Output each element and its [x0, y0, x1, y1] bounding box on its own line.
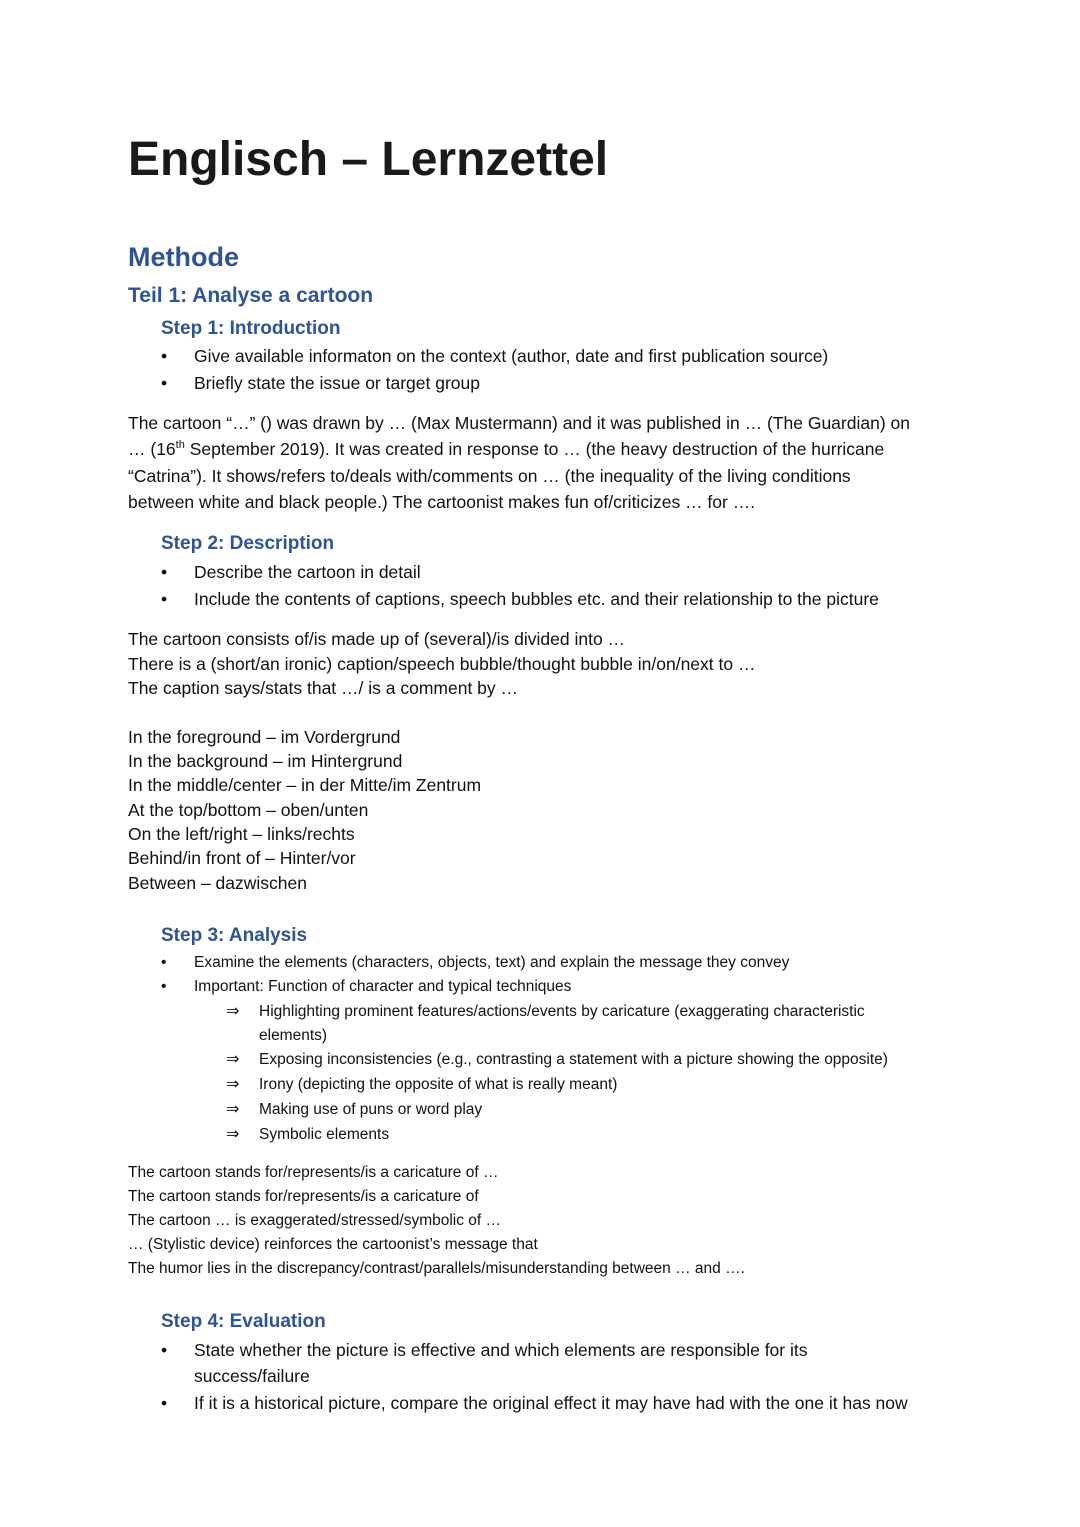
technique-item: Highlighting prominent features/actions/events by caricature (exaggerating characteristic [259, 1003, 865, 1020]
technique-item: Making use of puns or word play [259, 1101, 483, 1118]
bullet-marker: • [161, 954, 167, 971]
technique-item-continued: elements) [259, 1027, 328, 1044]
step1-paragraph-line: … (16th September 2019). It was created in response to … (the heavy destruction of the hurricane [128, 439, 885, 459]
step2-heading: Step 2: Description [161, 533, 335, 554]
vocab-line: Between – dazwischen [128, 873, 307, 893]
step4-bullet-2: If it is a historical picture, compare the original effect it may have had with the one it has now [194, 1393, 908, 1413]
bullet-marker: • [161, 1393, 168, 1413]
step4-bullet-1: State whether the picture is effective and which elements are responsible for its [194, 1340, 808, 1360]
step2-phrase: There is a (short/an ironic) caption/speech bubble/thought bubble in/on/next to … [128, 654, 756, 674]
technique-item: Symbolic elements [259, 1126, 390, 1143]
step1-paragraph-line: between white and black people.) The cartoonist makes fun of/criticizes … for …. [128, 492, 756, 512]
bullet-marker: • [161, 346, 168, 366]
part-heading: Teil 1: Analyse a cartoon [128, 284, 374, 307]
step4-bullet-1-continued: success/failure [194, 1366, 310, 1386]
step3-bullet-1: Examine the elements (characters, objects, text) and explain the message they convey [194, 954, 790, 971]
technique-item: Irony (depicting the opposite of what is really meant) [259, 1076, 618, 1093]
step1-bullet-2: Briefly state the issue or target group [194, 373, 480, 393]
vocab-line: In the background – im Hintergrund [128, 751, 403, 771]
step1-heading: Step 1: Introduction [161, 318, 341, 339]
step3-phrase: The cartoon … is exaggerated/stressed/symbolic of … [128, 1212, 502, 1229]
ordinal-suffix: th [175, 439, 185, 452]
section-heading-methode: Methode [128, 242, 239, 272]
step4-heading: Step 4: Evaluation [161, 1311, 326, 1332]
page-title: Englisch – Lernzettel [128, 133, 609, 186]
bullet-marker: • [161, 373, 168, 393]
arrow-icon: ⇒ [226, 1076, 240, 1093]
step3-phrase: The cartoon stands for/represents/is a caricature of [128, 1188, 479, 1205]
bullet-marker: • [161, 562, 168, 582]
step3-heading: Step 3: Analysis [161, 925, 308, 946]
arrow-icon: ⇒ [226, 1003, 240, 1020]
arrow-icon: ⇒ [226, 1051, 240, 1068]
vocab-line: On the left/right – links/rechts [128, 824, 355, 844]
bullet-marker: • [161, 1340, 168, 1360]
bullet-marker: • [161, 589, 168, 609]
step3-phrase: The humor lies in the discrepancy/contrast/parallels/misunderstanding between … and …. [128, 1260, 745, 1277]
step2-phrase: The caption says/stats that …/ is a comment by … [128, 678, 519, 698]
vocab-line: In the foreground – im Vordergrund [128, 727, 401, 747]
bullet-marker: • [161, 978, 167, 995]
step1-paragraph-line: The cartoon “…” () was drawn by … (Max Mustermann) and it was published in … (The Guardian) on [128, 413, 910, 433]
step1-bullet-1: Give available informaton on the context (author, date and first publication source) [194, 346, 829, 366]
step3-phrase: The cartoon stands for/represents/is a caricature of … [128, 1164, 499, 1181]
vocab-line: In the middle/center – in der Mitte/im Zentrum [128, 775, 482, 795]
step2-bullet-1: Describe the cartoon in detail [194, 562, 421, 582]
arrow-icon: ⇒ [226, 1101, 240, 1118]
step1-paragraph-line: “Catrina”). It shows/refers to/deals with/comments on … (the inequality of the living conditions [128, 466, 851, 486]
step2-bullet-2: Include the contents of captions, speech bubbles etc. and their relationship to the picture [194, 589, 879, 609]
vocab-line: At the top/bottom – oben/unten [128, 800, 369, 820]
step3-bullet-2: Important: Function of character and typical techniques [194, 978, 572, 995]
arrow-icon: ⇒ [226, 1126, 240, 1143]
step2-phrase: The cartoon consists of/is made up of (several)/is divided into … [128, 629, 626, 649]
technique-item: Exposing inconsistencies (e.g., contrasting a statement with a picture showing the opposite) [259, 1051, 888, 1068]
vocab-line: Behind/in front of – Hinter/vor [128, 848, 356, 868]
step3-phrase: … (Stylistic device) reinforces the cartoonist’s message that [128, 1236, 538, 1253]
